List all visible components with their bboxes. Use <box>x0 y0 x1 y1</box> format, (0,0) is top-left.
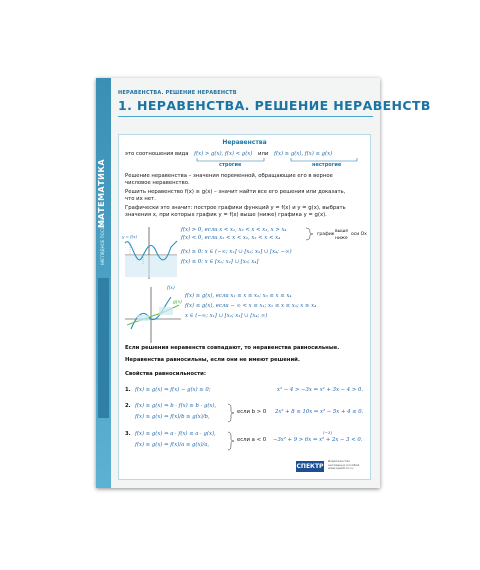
prop1-formula: f(x) ≥ g(x) ⇔ f(x) − g(x) ≥ 0; <box>135 387 211 393</box>
sidebar-subject: МАТЕМАТИКА <box>97 158 106 228</box>
graph-f-vs-g <box>123 285 183 345</box>
or-word: или <box>258 151 269 157</box>
prop2-formula-a: f(x) ≥ g(x) ⇔ b · f(x) ≥ b · g(x), <box>135 403 217 409</box>
prop2-number: 2. <box>125 403 131 409</box>
graph-desc-1: Графически это значит: построе графики функций y = f(x) и y = g(x), выбрать <box>125 205 346 211</box>
publisher-logo: СПЕКТР <box>296 463 324 470</box>
label-strict: строгие <box>219 162 242 168</box>
box-heading: Неравенства <box>222 139 267 146</box>
equivalent-def-1: Если решения неравенств совпадают, то неравенства равносильные. <box>125 345 340 351</box>
g2-g-label: g(x) <box>173 300 182 305</box>
g2-eq-set: x ∈ (−∞; x₁] ∪ [x₂; x₃] ∪ [x₄; ∞) <box>185 313 268 319</box>
content-box <box>118 134 371 480</box>
g1-eq-nonneg: f(x) ≥ 0: x ∈ (−∞; x₁] ∪ [x₂; x₃] ∪ [x₄; −∞) <box>181 249 292 255</box>
equivalent-def-2: Неравенства равносильны, если они не имеют решений. <box>125 357 300 363</box>
prop3-number: 3. <box>125 431 131 437</box>
prop1-example: x² − 4 > −3x ⇔ x² + 3x − 4 > 0. <box>277 387 364 393</box>
prop2-brace <box>227 403 237 423</box>
prop2-condition: если b > 0 <box>237 409 267 415</box>
g2-f-label: f(x) <box>167 286 175 291</box>
page-title: 1. НЕРАВЕНСТВА. РЕШЕНИЕ НЕРАВЕНСТВ <box>118 98 431 113</box>
sidebar-subtitle: НАГЛЯДНОЕ ПОСОБИЕ <box>100 218 105 266</box>
forms-strict: f(x) > g(x), f(x) < g(x) <box>194 151 253 157</box>
prop2-formula-b: f(x) ≥ g(x) ⇔ f(x)/b ≥ g(x)/b, <box>135 414 210 420</box>
graph-desc-2: значения x, при которых график y = f(x) выше (ниже) графика y = g(x). <box>125 212 327 218</box>
section-label: НЕРАВЕНСТВА. РЕШЕНИЕ НЕРАВЕНСТВ <box>118 90 237 96</box>
prop3-formula-b: f(x) ≥ g(x) ⇔ f(x)/a ≤ g(x)/a, <box>135 442 210 448</box>
intro-prefix: это соотношения вида <box>125 151 189 157</box>
g2-eq-ge: f(x) ≥ g(x), если x₁ ≤ x ≤ x₂; x₃ ≤ x ≤ x₄ <box>185 293 292 299</box>
prop3-condition: если a < 0 <box>237 437 267 443</box>
prop1-number: 1. <box>125 387 131 393</box>
prop3-example: −3x² + 9 > 6x ⇔ x² + 2x − 3 < 0. <box>273 437 363 443</box>
prop3-brace <box>227 431 237 451</box>
publisher-info: Издательство наглядных пособий www.spektr-m.ru <box>328 459 360 471</box>
g1-curve-label: y = f(x) <box>122 234 138 239</box>
g1-eq-negative: f(x) < 0, если x₁ < x < x₂, x₃ < x < x₄ <box>181 235 281 241</box>
prop2-example: 2x² + 8 ≤ 10x ⇔ x² − 5x + 4 ≤ 0. <box>275 409 364 415</box>
g1-side-above: выше <box>335 229 349 234</box>
prop3-formula-a: f(x) ≥ g(x) ⇔ a · f(x) ≤ a · g(x), <box>135 431 216 437</box>
def-solve-2: что их нет. <box>125 196 156 202</box>
label-nonstrict: нестрогие <box>312 162 342 168</box>
poster <box>96 78 431 488</box>
g2-eq-le: f(x) ≤ g(x), если − ∞ < x ≤ x₁; x₂ ≤ x ≤ x₃; x ≥ x₄ <box>185 303 317 309</box>
g1-side-graph: график <box>317 232 335 237</box>
sidebar-band <box>98 278 109 418</box>
def-solution-2: числовое неравенство. <box>125 180 190 186</box>
g1-side-below: ниже <box>335 236 348 241</box>
def-solve-1: Решить неравенство f(x) ≥ g(x) – значит найти все его решения или доказать, <box>125 189 346 195</box>
prop3-example-note: (−3) <box>323 430 333 435</box>
properties-title: Свойства равносильности: <box>125 371 207 377</box>
def-solution-1: Решение неравенства – значения переменной, обращающие его в верное <box>125 173 333 179</box>
g1-eq-positive: f(x) > 0, если x < x₁, x₂ < x < x₃, x > x₄ <box>181 227 287 233</box>
forms-nonstrict: f(x) ≥ g(x), f(x) ≤ g(x) <box>273 151 333 157</box>
title-divider <box>118 116 373 117</box>
sidebar-strip <box>96 78 111 488</box>
g1-eq-nonpos: f(x) ≤ 0: x ∈ [x₁; x₂] ∪ [x₃; x₄] <box>181 259 259 265</box>
g1-side-axis: оси Ox <box>351 232 367 237</box>
